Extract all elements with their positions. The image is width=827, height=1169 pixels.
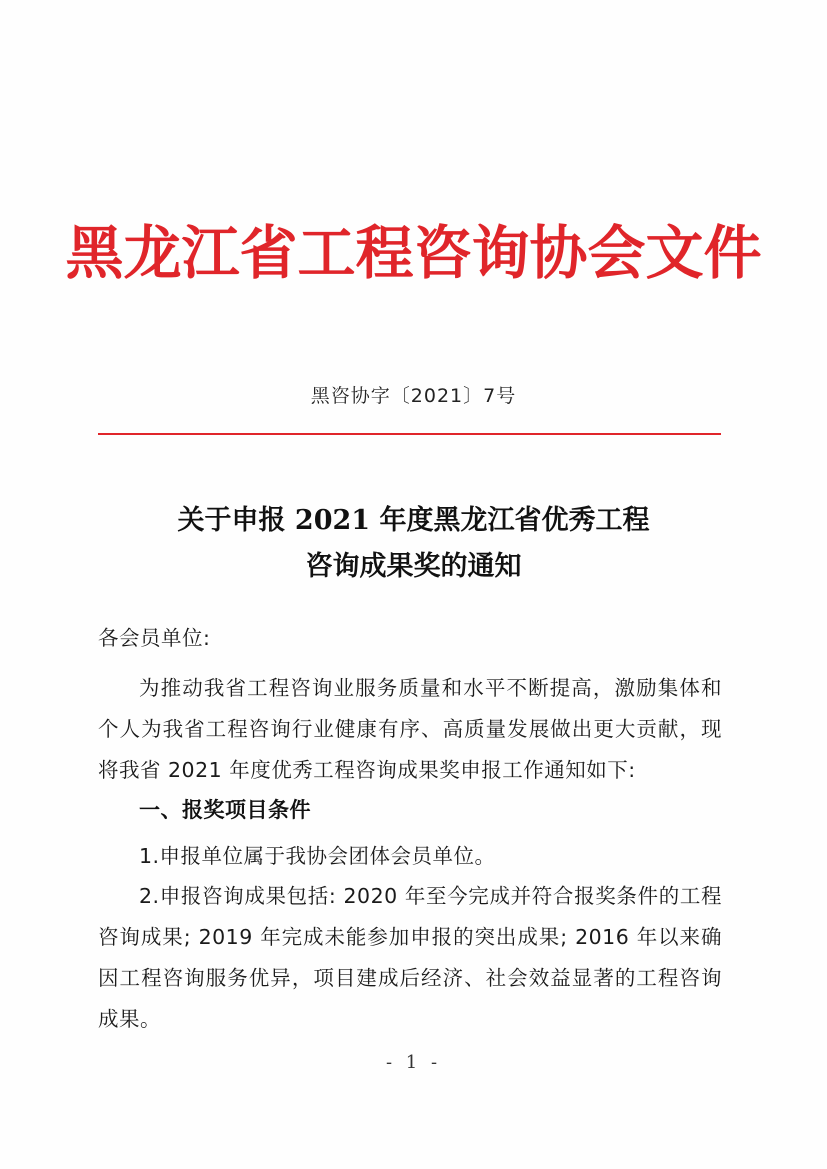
notice-title [0, 498, 827, 590]
notice-title-line-1: 关于申报 2021 年度黑龙江省优秀工程 [177, 505, 650, 536]
salutation: 各会员单位: [98, 626, 211, 650]
condition-item-1: 1.申报单位属于我协会团体会员单位。 [139, 844, 496, 868]
issuing-organization-title: 黑龙江省工程咨询协会文件 [65, 219, 762, 287]
intro-paragraph: 为推动我省工程咨询业服务质量和水平不断提高，激励集体和个人为我省工程咨询行业健康有序、高质量发展做出更大贡献，现将我省 2021 年度优秀工程咨询成果奖申报工作通知如下: [98, 676, 722, 782]
red-divider-line [98, 433, 721, 435]
document-number: 黑咨协字〔2021〕7号 [310, 385, 517, 407]
condition-item-2: 2.申报咨询成果包括: 2020 年至今完成并符合报奖条件的工程咨询成果; 2019 年完成未能参加申报的突出成果; 2016 年以来确因工程咨询服务优异，项目建成后经济、社会效益显著的工程咨询成果。 [98, 884, 722, 1031]
section-heading-1: 一、报奖项目条件 [139, 798, 311, 822]
page-number: - 1 - [385, 1052, 442, 1073]
notice-title-line-2: 咨询成果奖的通知 [305, 551, 522, 582]
